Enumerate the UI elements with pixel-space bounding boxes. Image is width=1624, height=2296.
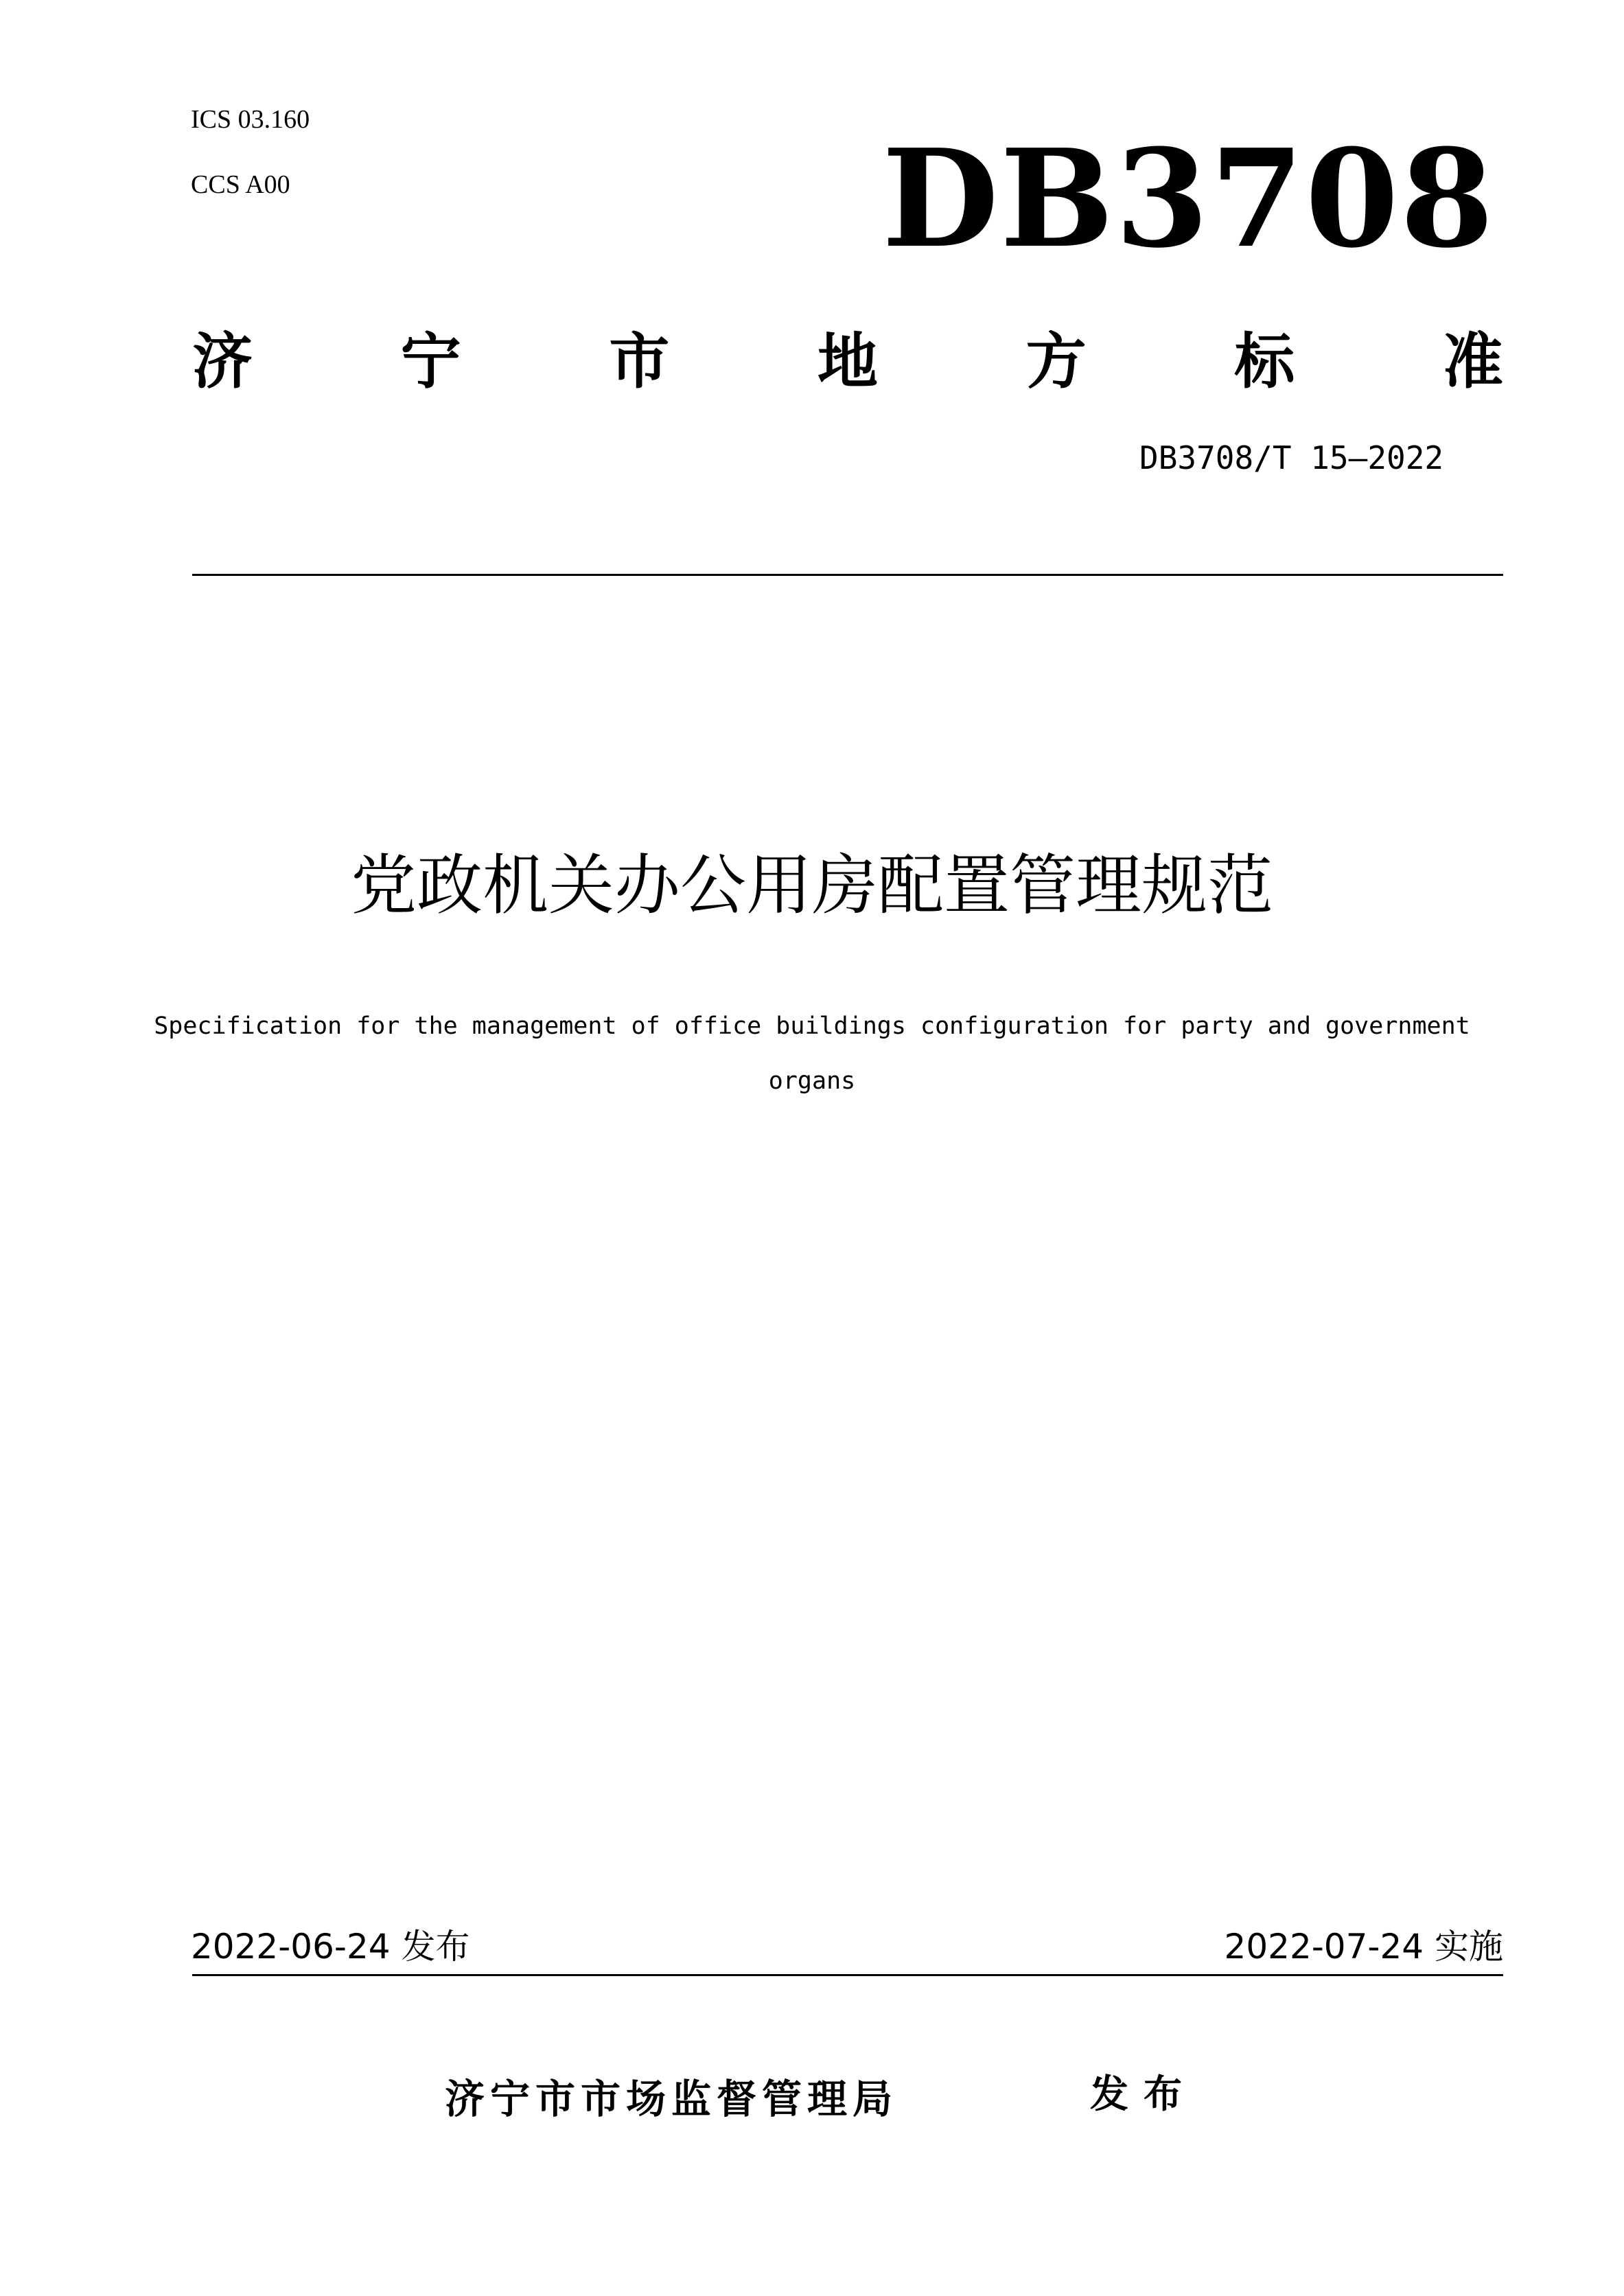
top-divider <box>192 574 1503 576</box>
bottom-divider <box>192 1974 1503 1976</box>
standard-type-char: 准 <box>1442 326 1503 397</box>
ics-code: ICS 03.160 <box>191 105 310 134</box>
standard-type-char: 宁 <box>400 326 461 397</box>
ccs-code: CCS A00 <box>191 170 290 199</box>
document-title-chinese: 党政机关办公用房配置管理规范 <box>351 847 1273 924</box>
standard-code-logo: DB3708 <box>882 120 1496 278</box>
standard-type-char: 地 <box>817 326 878 397</box>
standard-number: DB3708/T 15—2022 <box>1139 439 1444 476</box>
standard-type-char: 标 <box>1234 326 1295 397</box>
issue-date: 2022-06-24 发布 <box>191 1927 470 1967</box>
implementation-date: 2022-07-24 实施 <box>1224 1927 1503 1967</box>
standard-type-heading <box>192 312 1503 402</box>
english-title-line: Specification for the management of office buildings configuration for party and government <box>154 1012 1470 1040</box>
document-title-english <box>0 999 1624 1109</box>
publisher-name: 济宁市市场监督管理局 <box>445 2076 898 2122</box>
publish-label: 发布 <box>1090 2072 1197 2117</box>
standard-type-char: 市 <box>609 326 670 397</box>
standard-type-char: 济 <box>192 326 253 397</box>
standard-type-char: 方 <box>1025 326 1087 397</box>
english-title-line: organs <box>768 1067 856 1095</box>
